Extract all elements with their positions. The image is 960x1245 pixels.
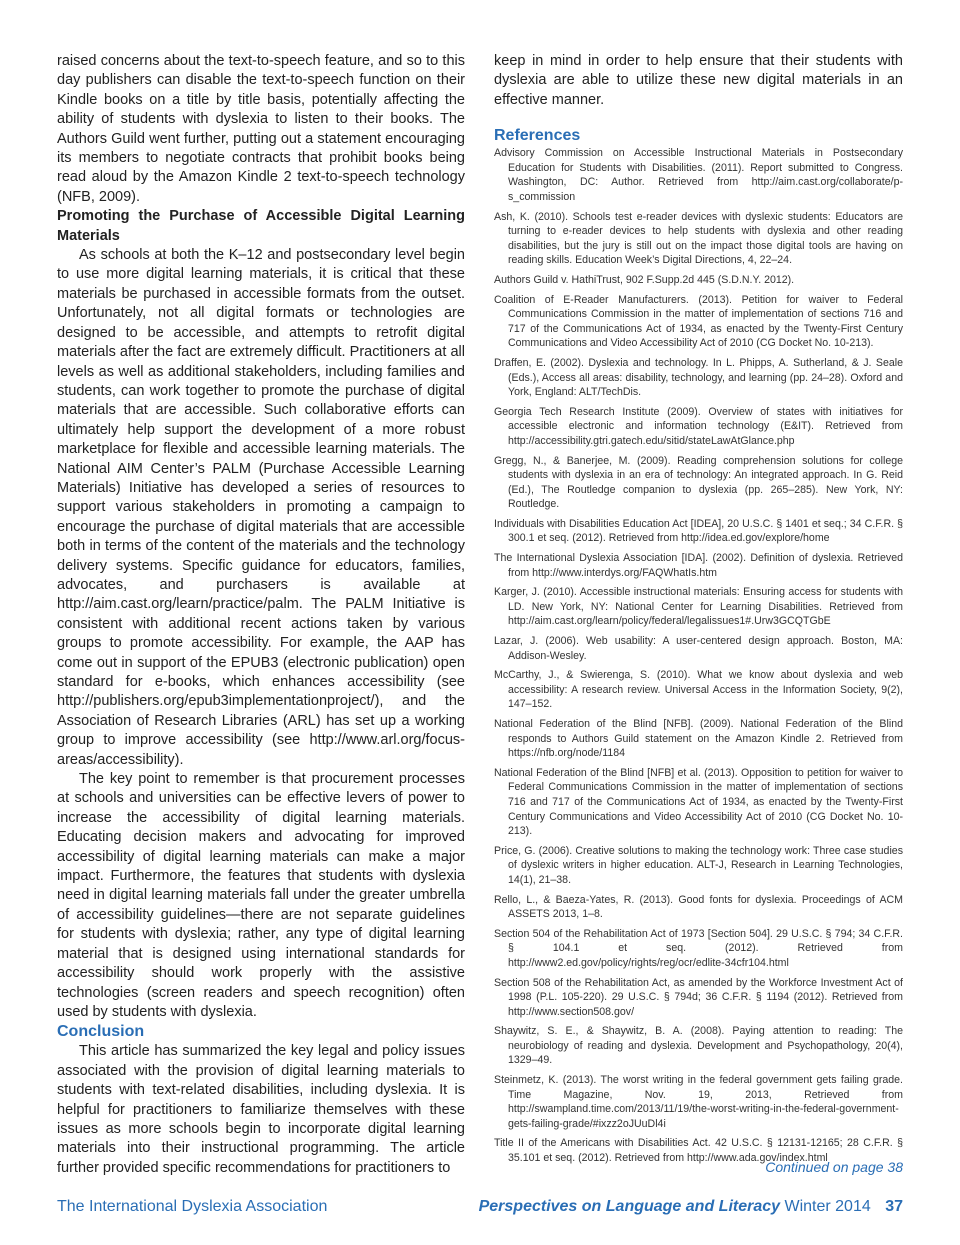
reference-item: National Federation of the Blind [NFB] et al. (2013). Opposition to petition for waiver to Federal Communications Commission in the matter of implementation of sections 716 and 717 of the Communications Act of 1934, as enacted by the Twenty-First Century Communications and Video Accessibility Act of 2010 (CG Docket No. 10-213). xyxy=(494,766,903,838)
reference-item: Rello, L., & Baeza-Yates, R. (2013). Good fonts for dyslexia. Proceedings of ACM ASSETS 2013, 1–8. xyxy=(494,893,903,921)
reference-item: Price, G. (2006). Creative solutions to making the technology work: Three case studies of dyslexic writers in higher education. ALT-J, Research in Learning Technologies, 14(1), 21–38. xyxy=(494,844,903,886)
intro-paragraph: keep in mind in order to help ensure that their students with dyslexia are able to utilize these new digital materials in an effective manner. xyxy=(494,53,903,108)
reference-item: National Federation of the Blind [NFB]. (2009). National Federation of the Blind responds to Authors Guild statement on the Amazon Kindle 2. Retrieved from https://nfb.org/node/1184 xyxy=(494,718,903,760)
reference-list xyxy=(494,146,903,1165)
reference-item: Individuals with Disabilities Education Act [IDEA], 20 U.S.C. § 1401 et seq.; 34 C.F.R. § 300.1 et seq. (2012). Retrieved from http://idea.ed.gov/explore/home xyxy=(494,517,903,545)
left-column xyxy=(57,52,465,1178)
reference-item: Draffen, E. (2002). Dyslexia and technology. In L. Phipps, A. Sutherland, & J. Seale (Eds.), Access all areas: disability, technology, and learning (pp. 24–28). Oxford and York, England: ALT/TechDis. xyxy=(494,356,903,399)
reference-item: Ash, K. (2010). Schools test e-reader devices with dyslexic students: Educators are turning to e-reader devices to help students with dyslexia and other reading disabilities, but the jury is still out on the impact those digital tools are having on reading skills. Education Week’s Digital Directions, 4, 22–24. xyxy=(494,210,903,267)
footer-publication xyxy=(479,1198,903,1216)
reference-item: Gregg, N., & Banerjee, M. (2009). Reading comprehension solutions for college students with dyslexia in an era of technology: An integrated approach. In G. Reid (Ed.), The Routledge companion to dyslexia (pp. 265–285). New York, NY: Routledge. xyxy=(494,454,903,511)
reference-item: Lazar, J. (2006). Web usability: A user-centered design approach. Boston, MA: Addison-Wesley. xyxy=(494,635,903,662)
reference-item: Section 508 of the Rehabilitation Act, as amended by the Workforce Investment Act of 1998 (P.L. 105-220). 29 U.S.C. § 794d; 36 C.F.R. § 1194 (2012). Retrieved from http://www.section508.gov/ xyxy=(494,976,903,1018)
right-column xyxy=(494,52,903,1171)
footer-issue: Winter 2014 xyxy=(784,1198,871,1215)
body-paragraph-3: The key point to remember is that procurement processes at schools and universities can be effective levers of power to increase the accessibility of digital learning materials. Educating decision makers and advocating for improved accessibility of digital learning materials can make a major impact. Furthermore, the features that students with dyslexia need in digital learning materials fall under the greater umbrella of accessibility guidelines—there are not separate guidelines for students with dyslexia; rather, any type of digital learning material that is designed using international standards for accessibility should work properly with the assistive technologies (screen readers and speech recognition) often used by students with dyslexia. xyxy=(57,771,465,1020)
reference-item: Advisory Commission on Accessible Instructional Materials in Postsecondary Education for Students with Disabilities. (2011). Report submitted to Congress. Washington, DC: Author. Retrieved from http://aim.cast.org/collaborate/p-s_commission xyxy=(494,147,903,203)
body-paragraph-2: As schools at both the K–12 and postsecondary level begin to use more digital learning materials, it is critical that these materials be purchased in accessible formats from the outset. Unfortunately, not all digital formats or technologies are designed to be accessible, and attempts to retrofit digital materials after the fact are extremely difficult. Practitioners at all levels as well as additional stakeholders, including families and students, can work together to promote the purchase of digital materials that are accessible. Such collaborative efforts can ultimately help support the development of a more robust marketplace for flexible and accessible learning materials. The National AIM Center’s PALM (Purchase Accessible Learning Materials) Initiative has developed a series of resources to support various stakeholders in promoting a campaign to encourage the purchase of digital materials that are accessible both in terms of the content of the materials and the technology delivery systems. Specific guidance for educators, families, advocates, and purchasers is available at http://aim.cast.org/learn/practice/palm. The PALM Initiative is consistent with additional recent actions taken by various groups to promote accessibility. For example, the AAP has come out in support of the EPUB3 (electronic publication) open standard for e-books, which enhances accessibility (see http://publishers.org/epub3implementationproject/), and the Association of Research Libraries (ARL) has set up a working group to improve accessibility (see http://www.arl.org/focus-areas/accessibility). xyxy=(57,247,465,768)
continued-on-page-note: Continued on page 38 xyxy=(765,1159,903,1175)
conclusion-heading: Conclusion xyxy=(57,1023,145,1041)
page-number: 37 xyxy=(885,1198,903,1215)
reference-item: The International Dyslexia Association [IDA]. (2002). Definition of dyslexia. Retrieved from http://www.interdys.org/FAQWhatIs.htm xyxy=(494,552,903,579)
reference-item: Karger, J. (2010). Accessible instructional materials: Ensuring access for students with LD. New York, NY: National Center for Learning Disabilities. Retrieved from http://aim.cast.org/learn/policy/federal/legalissues1#.Urw3GCQTGbE xyxy=(494,586,903,628)
reference-item: Shaywitz, S. E., & Shaywitz, B. A. (2008). Paying attention to reading: The neurobiology of reading and dyslexia. Development and Psychopathology, 20(4), 1329–49. xyxy=(494,1025,903,1067)
footer-organization: The International Dyslexia Association xyxy=(57,1198,328,1215)
reference-item: Steinmetz, K. (2013). The worst writing in the federal government gets failing grade. Time Magazine, Nov. 19, 2013, Retrieved from http://swampland.time.com/2013/11/19/the-worst-writing-in-the-federal-government-gets-failing-grade/#ixzz2oJUuDl4i xyxy=(494,1074,903,1130)
subheading-promoting-purchase: Promoting the Purchase of Accessible Digital Learning Materials xyxy=(57,208,465,244)
footer-journal-title: Perspectives on Language and Literacy xyxy=(478,1198,781,1215)
reference-item: Coalition of E-Reader Manufacturers. (2013). Petition for waiver to Federal Communications Commission in the matter of implementation of sections 716 and 717 of the Communications Act of 1934, as enacted by the Twenty-First Century Communications and Video Accessibility Act of 2010 (CG Docket No. 10-213). xyxy=(494,293,903,350)
body-paragraph-4: This article has summarized the key legal and policy issues associated with the provision of digital learning materials to students with text-related disabilities, including dyslexia. It is helpful for practitioners to familiarize themselves with these issues as more schools begin to incorporate digital learning materials into their instructional programming. The article further provided specific recommendations for practitioners to xyxy=(57,1043,465,1176)
reference-item: Section 504 of the Rehabilitation Act of 1973 [Section 504]. 29 U.S.C. § 794; 34 C.F.R. § 104.1 et seq. (2012). Retrieved from http://www2.ed.gov/policy/rights/reg/ocr/edlite-34cfr104.html xyxy=(494,927,903,969)
reference-item: Title II of the Americans with Disabilities Act. 42 U.S.C. § 12131-12165; 28 C.F.R. § 35.101 et seq. (2012). Retrieved from http://www.ada.gov/index.html xyxy=(494,1137,903,1165)
body-paragraph-1: raised concerns about the text-to-speech feature, and so to this day publishers can disable the text-to-speech function on their Kindle books on a title by title basis, potentially affecting the ability of students with dyslexia to listen to their books. The Authors Guild went further, putting out a statement encouraging its members to negotiate contracts that prohibit books being read aloud by the Amazon Kindle 2 text-to-speech technology (NFB, 2009). xyxy=(57,53,465,205)
reference-item: McCarthy, J., & Swierenga, S. (2010). What we know about dyslexia and web accessibility: A research review. Universal Access in the Information Society, 9(2), 147–152. xyxy=(494,669,903,711)
reference-item: Authors Guild v. HathiTrust, 902 F.Supp.2d 445 (S.D.N.Y. 2012). xyxy=(494,273,795,286)
reference-item: Georgia Tech Research Institute (2009). Overview of states with initiatives for accessible electronic and information technology (E&IT). Retrieved from http://accessibility.gtri.gatech.edu/sitid/stateLawAtGlance.php xyxy=(494,405,903,447)
references-heading: References xyxy=(494,127,581,145)
